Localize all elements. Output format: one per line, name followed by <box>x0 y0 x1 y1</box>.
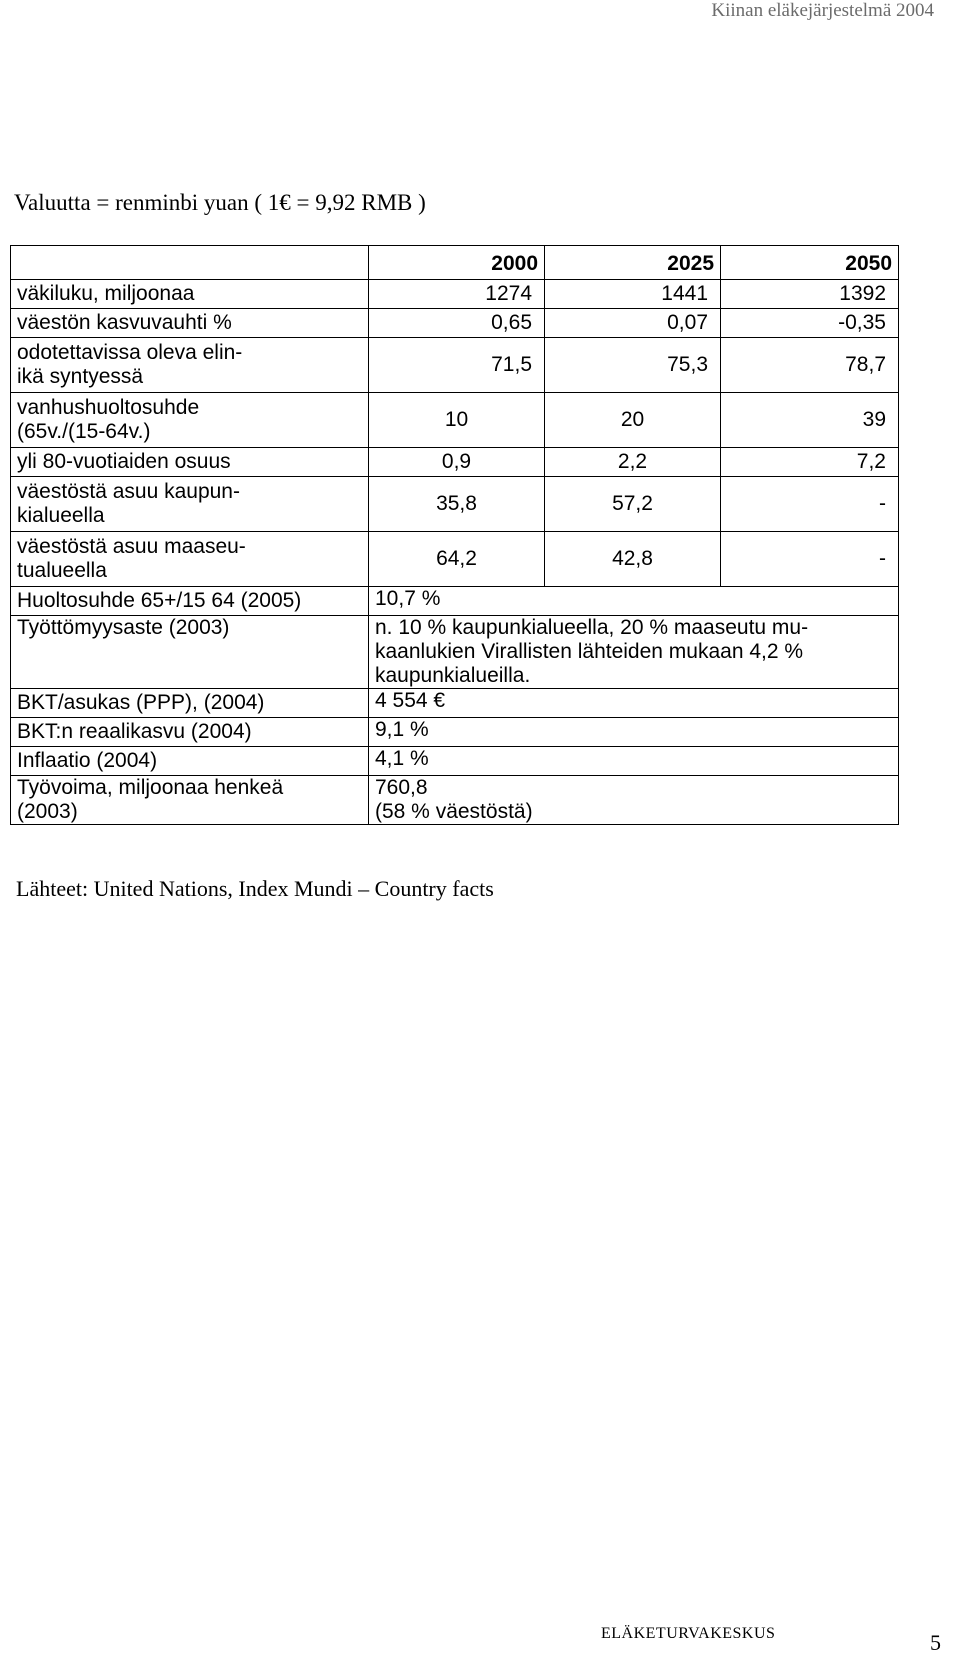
row-value: 10,7 % <box>369 587 899 616</box>
cell-value: 0,65 <box>369 309 545 338</box>
footer-organization: ELÄKETURVAKESKUS <box>601 1625 776 1642</box>
currency-note: Valuutta = renminbi yuan ( 1€ = 9,92 RMB ) <box>14 190 426 215</box>
year-header: 2000 <box>369 246 545 280</box>
cell-value: 20 <box>545 393 721 448</box>
cell-value: -0,35 <box>721 309 899 338</box>
table-row <box>11 718 899 747</box>
page-number: 5 <box>930 1630 941 1655</box>
cell-value: 1274 <box>369 280 545 309</box>
year-header: 2025 <box>545 246 721 280</box>
row-label: odotettavissa oleva elin- ikä syntyessä <box>11 338 369 393</box>
row-value: 4 554 € <box>369 689 899 718</box>
cell-value: 10 <box>369 393 545 448</box>
cell-value: 35,8 <box>369 477 545 532</box>
table-row <box>11 393 899 448</box>
cell-value: 39 <box>721 393 899 448</box>
row-label: yli 80-vuotiaiden osuus <box>11 448 369 477</box>
row-label: väestön kasvuvauhti % <box>11 309 369 338</box>
cell-value: 7,2 <box>721 448 899 477</box>
row-value: n. 10 % kaupunkialueella, 20 % maaseutu mu- kaanlukien Virallisten lähteiden mukaan 4,2 % kaupunkialueilla. <box>369 616 899 689</box>
page-header-title: Kiinan eläkejärjestelmä 2004 <box>711 0 934 21</box>
table-row <box>11 477 899 532</box>
cell-value: 78,7 <box>721 338 899 393</box>
row-value: 9,1 % <box>369 718 899 747</box>
row-label: väestöstä asuu maaseu- tualueella <box>11 532 369 587</box>
row-label: BKT:n reaalikasvu (2004) <box>11 718 369 747</box>
sources-note: Lähteet: United Nations, Index Mundi – Country facts <box>16 876 494 901</box>
year-header: 2050 <box>721 246 899 280</box>
table-row <box>11 587 899 616</box>
row-value: 4,1 % <box>369 747 899 776</box>
table-row <box>11 309 899 338</box>
statistics-table <box>10 245 898 825</box>
row-label: väestöstä asuu kaupun- kialueella <box>11 477 369 532</box>
row-label: Huoltosuhde 65+/15 64 (2005) <box>11 587 369 616</box>
cell-value: 0,9 <box>369 448 545 477</box>
cell-value: 1441 <box>545 280 721 309</box>
table-row <box>11 747 899 776</box>
cell-value: 42,8 <box>545 532 721 587</box>
cell-value: 57,2 <box>545 477 721 532</box>
cell-value: 0,07 <box>545 309 721 338</box>
row-label: Työttömyysaste (2003) <box>11 616 369 689</box>
header-empty-cell <box>11 246 369 280</box>
row-label: väkiluku, miljoonaa <box>11 280 369 309</box>
table-row <box>11 776 899 825</box>
table-row <box>11 280 899 309</box>
table-row <box>11 532 899 587</box>
cell-value: 75,3 <box>545 338 721 393</box>
cell-value: - <box>721 477 899 532</box>
table-row <box>11 689 899 718</box>
cell-value: 2,2 <box>545 448 721 477</box>
cell-value: 71,5 <box>369 338 545 393</box>
table-row <box>11 338 899 393</box>
table-row <box>11 616 899 689</box>
row-label: vanhushuoltosuhde (65v./(15-64v.) <box>11 393 369 448</box>
cell-value: 64,2 <box>369 532 545 587</box>
table-row <box>11 448 899 477</box>
row-label: Inflaatio (2004) <box>11 747 369 776</box>
table-header-row <box>11 246 899 280</box>
cell-value: 1392 <box>721 280 899 309</box>
row-label: BKT/asukas (PPP), (2004) <box>11 689 369 718</box>
row-value: 760,8 (58 % väestöstä) <box>369 776 899 825</box>
row-label: Työvoima, miljoonaa henkeä (2003) <box>11 776 369 825</box>
cell-value: - <box>721 532 899 587</box>
